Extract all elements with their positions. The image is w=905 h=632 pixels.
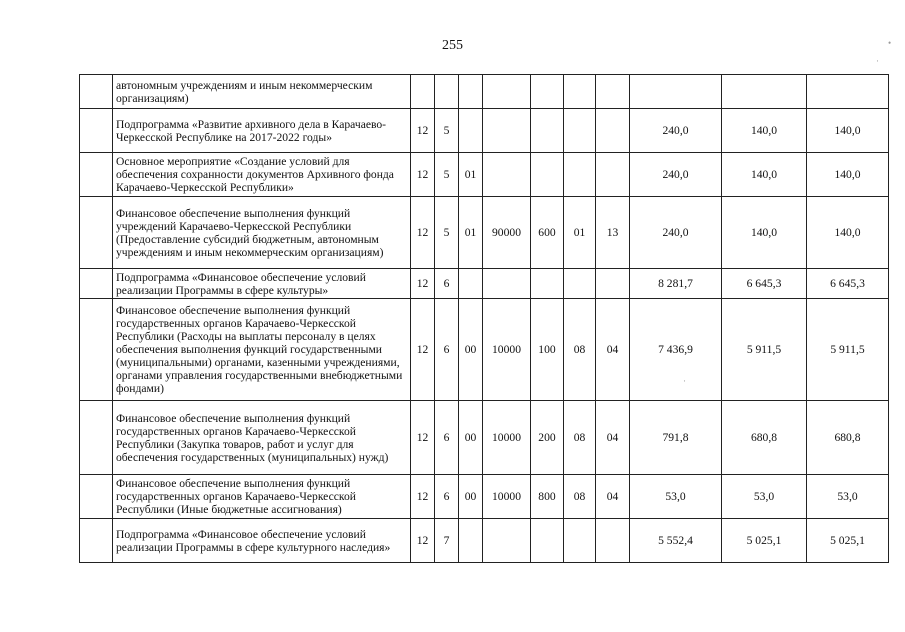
- row-name: Финансовое обеспечение выполнения функций учреждений Карачаево-Черкесской Республики (Предоставление субсидий бюджетным, автономным учреждениям и иным некоммерческим организациям): [113, 197, 411, 269]
- amount-year-3: 6 645,3: [807, 269, 889, 299]
- amount-year-2: 53,0: [722, 475, 807, 519]
- amount-year-3: 53,0: [807, 475, 889, 519]
- code-program: 5: [435, 109, 459, 153]
- code-expense-type: [531, 109, 564, 153]
- code-subprogram: 00: [459, 401, 483, 475]
- code-section: 12: [411, 269, 435, 299]
- amount-year-2: 5 025,1: [722, 519, 807, 563]
- code-subprogram: 00: [459, 475, 483, 519]
- table-row: [80, 75, 889, 109]
- code-subprogram: 01: [459, 153, 483, 197]
- code-expense-type: 600: [531, 197, 564, 269]
- code-program: 6: [435, 475, 459, 519]
- amount-year-1: 5 552,4: [630, 519, 722, 563]
- amount-year-3: [807, 75, 889, 109]
- code-subprogram: [459, 75, 483, 109]
- table-row: [80, 519, 889, 563]
- margin-cell: [80, 299, 113, 401]
- code-division: [564, 153, 596, 197]
- code-subdivision: [596, 75, 630, 109]
- amount-year-3: 5 025,1: [807, 519, 889, 563]
- amount-year-1: 240,0: [630, 109, 722, 153]
- code-direction: 10000: [483, 475, 531, 519]
- code-division: [564, 109, 596, 153]
- amount-year-1: 791,8: [630, 401, 722, 475]
- code-division: 08: [564, 299, 596, 401]
- amount-year-1: [630, 75, 722, 109]
- table-row: [80, 401, 889, 475]
- scan-mark: ·: [683, 376, 686, 386]
- amount-year-3: 140,0: [807, 197, 889, 269]
- code-subdivision: [596, 519, 630, 563]
- margin-cell: [80, 401, 113, 475]
- budget-table: [79, 74, 889, 563]
- code-program: 5: [435, 153, 459, 197]
- table-row: [80, 299, 889, 401]
- code-section: 12: [411, 299, 435, 401]
- code-section: 12: [411, 519, 435, 563]
- row-name: Финансовое обеспечение выполнения функций государственных органов Карачаево-Черкесской Республики (Иные бюджетные ассигнования): [113, 475, 411, 519]
- code-subdivision: 04: [596, 299, 630, 401]
- amount-year-1: 7 436,9: [630, 299, 722, 401]
- amount-year-2: 140,0: [722, 109, 807, 153]
- margin-cell: [80, 75, 113, 109]
- code-division: [564, 75, 596, 109]
- table-row: [80, 109, 889, 153]
- amount-year-3: 140,0: [807, 153, 889, 197]
- code-direction: [483, 153, 531, 197]
- code-section: [411, 75, 435, 109]
- row-name: Основное мероприятие «Создание условий для обеспечения сохранности документов Архивного фонда Карачаево-Черкесской Республики»: [113, 153, 411, 197]
- table-row: [80, 269, 889, 299]
- code-subprogram: [459, 519, 483, 563]
- code-subdivision: 04: [596, 401, 630, 475]
- scan-mark: •: [888, 38, 892, 48]
- code-program: 6: [435, 299, 459, 401]
- amount-year-1: 53,0: [630, 475, 722, 519]
- amount-year-2: 140,0: [722, 153, 807, 197]
- amount-year-1: 240,0: [630, 153, 722, 197]
- code-program: 6: [435, 401, 459, 475]
- code-direction: [483, 519, 531, 563]
- code-division: 01: [564, 197, 596, 269]
- amount-year-2: 680,8: [722, 401, 807, 475]
- row-name: Подпрограмма «Развитие архивного дела в Карачаево-Черкесской Республике на 2017-2022 годы»: [113, 109, 411, 153]
- margin-cell: [80, 475, 113, 519]
- margin-cell: [80, 153, 113, 197]
- row-name: Финансовое обеспечение выполнения функций государственных органов Карачаево-Черкесской Республики (Расходы на выплаты персоналу в целях обеспечения выполнения функций государственными (муниципальными) органами, казенными учреждениями, органами управления государственными внебюджетными фондами): [113, 299, 411, 401]
- code-subprogram: 00: [459, 299, 483, 401]
- code-expense-type: [531, 519, 564, 563]
- code-program: 6: [435, 269, 459, 299]
- code-section: 12: [411, 197, 435, 269]
- table-row: [80, 153, 889, 197]
- code-subdivision: [596, 109, 630, 153]
- code-subprogram: 01: [459, 197, 483, 269]
- table-row: [80, 197, 889, 269]
- code-section: 12: [411, 153, 435, 197]
- code-direction: 10000: [483, 299, 531, 401]
- code-section: 12: [411, 401, 435, 475]
- amount-year-3: 5 911,5: [807, 299, 889, 401]
- code-program: [435, 75, 459, 109]
- code-direction: [483, 269, 531, 299]
- amount-year-2: [722, 75, 807, 109]
- code-division: 08: [564, 401, 596, 475]
- amount-year-2: 140,0: [722, 197, 807, 269]
- scan-mark: ·: [876, 56, 879, 66]
- page-number: 255: [442, 38, 463, 53]
- code-subdivision: 13: [596, 197, 630, 269]
- margin-cell: [80, 109, 113, 153]
- code-subdivision: 04: [596, 475, 630, 519]
- amount-year-2: 6 645,3: [722, 269, 807, 299]
- amount-year-1: 8 281,7: [630, 269, 722, 299]
- code-direction: [483, 75, 531, 109]
- row-name: Финансовое обеспечение выполнения функций государственных органов Карачаево-Черкесской Республики (Закупка товаров, работ и услуг для обеспечения государственных (муниципальных) нужд): [113, 401, 411, 475]
- margin-cell: [80, 519, 113, 563]
- code-division: [564, 269, 596, 299]
- row-name: автономным учреждениям и иным некоммерческим организациям): [113, 75, 411, 109]
- code-subprogram: [459, 109, 483, 153]
- margin-cell: [80, 269, 113, 299]
- margin-cell: [80, 197, 113, 269]
- code-section: 12: [411, 475, 435, 519]
- table-row: [80, 475, 889, 519]
- code-program: 5: [435, 197, 459, 269]
- code-expense-type: 200: [531, 401, 564, 475]
- amount-year-3: 140,0: [807, 109, 889, 153]
- code-subdivision: [596, 269, 630, 299]
- amount-year-2: 5 911,5: [722, 299, 807, 401]
- code-program: 7: [435, 519, 459, 563]
- row-name: Подпрограмма «Финансовое обеспечение условий реализации Программы в сфере культурного наследия»: [113, 519, 411, 563]
- code-division: 08: [564, 475, 596, 519]
- code-subprogram: [459, 269, 483, 299]
- code-expense-type: [531, 269, 564, 299]
- code-expense-type: [531, 75, 564, 109]
- code-expense-type: 100: [531, 299, 564, 401]
- code-expense-type: [531, 153, 564, 197]
- code-section: 12: [411, 109, 435, 153]
- code-expense-type: 800: [531, 475, 564, 519]
- code-direction: [483, 109, 531, 153]
- code-direction: 10000: [483, 401, 531, 475]
- code-subdivision: [596, 153, 630, 197]
- amount-year-3: 680,8: [807, 401, 889, 475]
- amount-year-1: 240,0: [630, 197, 722, 269]
- code-direction: 90000: [483, 197, 531, 269]
- row-name: Подпрограмма «Финансовое обеспечение условий реализации Программы в сфере культуры»: [113, 269, 411, 299]
- code-division: [564, 519, 596, 563]
